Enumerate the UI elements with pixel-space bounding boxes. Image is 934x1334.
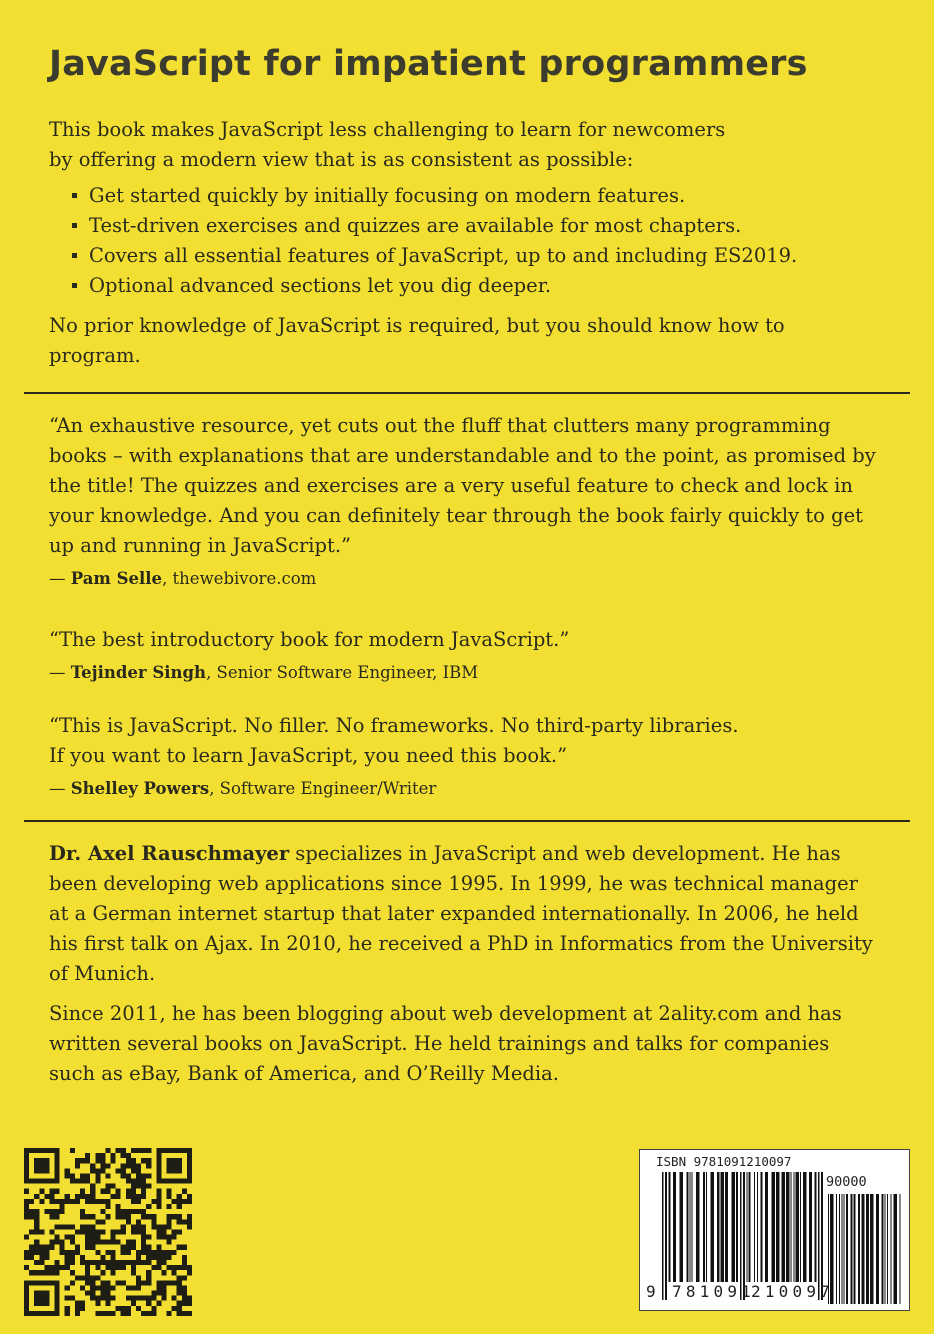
feature-list bbox=[49, 181, 899, 301]
attribution-dash: — bbox=[49, 569, 71, 588]
attribution-dash: — bbox=[49, 779, 71, 798]
attribution-role: , Software Engineer/Writer bbox=[209, 779, 437, 798]
feature-item: Covers all essential features of JavaScript, up to and including ES2019. bbox=[49, 241, 899, 271]
testimonial-quote-line: “This is JavaScript. No filler. No frameworks. No third-party libraries. bbox=[49, 714, 739, 737]
isbn-label: ISBN 9781091210097 bbox=[656, 1154, 792, 1169]
author-bio-text: specializes in JavaScript and web development. He has been developing web applications since 1995. In 1999, he was technical manager at a German internet startup that later expanded internationally. In 2006, he held his first talk on Ajax. In 2010, he received a PhD in Informatics from the University of Munich. bbox=[49, 842, 873, 985]
feature-item: Test-driven exercises and quizzes are available for most chapters. bbox=[49, 211, 899, 241]
author-bio bbox=[49, 839, 879, 1089]
testimonial bbox=[49, 711, 899, 801]
testimonial-attribution bbox=[49, 567, 899, 591]
price-code: 90000 bbox=[826, 1174, 867, 1190]
intro-closing: No prior knowledge of JavaScript is required, but you should know how to program. bbox=[49, 314, 785, 367]
book-title: JavaScript for impatient programmers bbox=[49, 44, 808, 84]
testimonial-quote-line: If you want to learn JavaScript, you need this book.” bbox=[49, 744, 568, 767]
testimonial bbox=[49, 625, 899, 685]
feature-item: Get started quickly by initially focusing on modern features. bbox=[49, 181, 899, 211]
testimonial-quote: “The best introductory book for modern JavaScript.” bbox=[49, 628, 570, 651]
divider bbox=[24, 820, 910, 822]
attribution-role: , Senior Software Engineer, IBM bbox=[206, 663, 479, 682]
author-name: Dr. Axel Rauschmayer bbox=[49, 842, 290, 865]
qr-code-icon bbox=[24, 1148, 192, 1316]
feature-item: Optional advanced sections let you dig deeper. bbox=[49, 271, 899, 301]
author-paragraph: Since 2011, he has been blogging about web development at 2ality.com and has written several books on JavaScript. He held trainings and talks for companies such as eBay, Bank of America, and O’Reilly Media. bbox=[49, 1002, 842, 1085]
barcode-digits-right: 210097 bbox=[751, 1282, 834, 1301]
divider bbox=[24, 392, 910, 394]
testimonial-attribution bbox=[49, 777, 899, 801]
testimonial bbox=[49, 411, 899, 591]
intro-section bbox=[49, 115, 899, 371]
attribution-role: , thewebivore.com bbox=[162, 569, 317, 588]
isbn-barcode bbox=[639, 1149, 910, 1311]
testimonial-attribution bbox=[49, 661, 899, 685]
attribution-dash: — bbox=[49, 663, 71, 682]
attribution-name: Pam Selle bbox=[70, 569, 163, 588]
intro-lead: This book makes JavaScript less challenging to learn for newcomers by offering a modern view that is as consistent as possible: bbox=[49, 118, 726, 171]
author-paragraph bbox=[49, 839, 879, 989]
attribution-name: Shelley Powers bbox=[70, 779, 210, 798]
testimonial-quote: “An exhaustive resource, yet cuts out the fluff that clutters many programming books – with explanations that are understandable and to the point, as promised by the title! The quizzes and exercises are a very useful feature to check and lock in your knowledge. And you can definitely tear through the book fairly quickly to get up and running in JavaScript.” bbox=[49, 414, 876, 557]
barcode-digits-left: 781091 bbox=[672, 1282, 755, 1301]
attribution-name: Tejinder Singh bbox=[70, 663, 207, 682]
barcode-digit-first: 9 bbox=[646, 1282, 656, 1301]
